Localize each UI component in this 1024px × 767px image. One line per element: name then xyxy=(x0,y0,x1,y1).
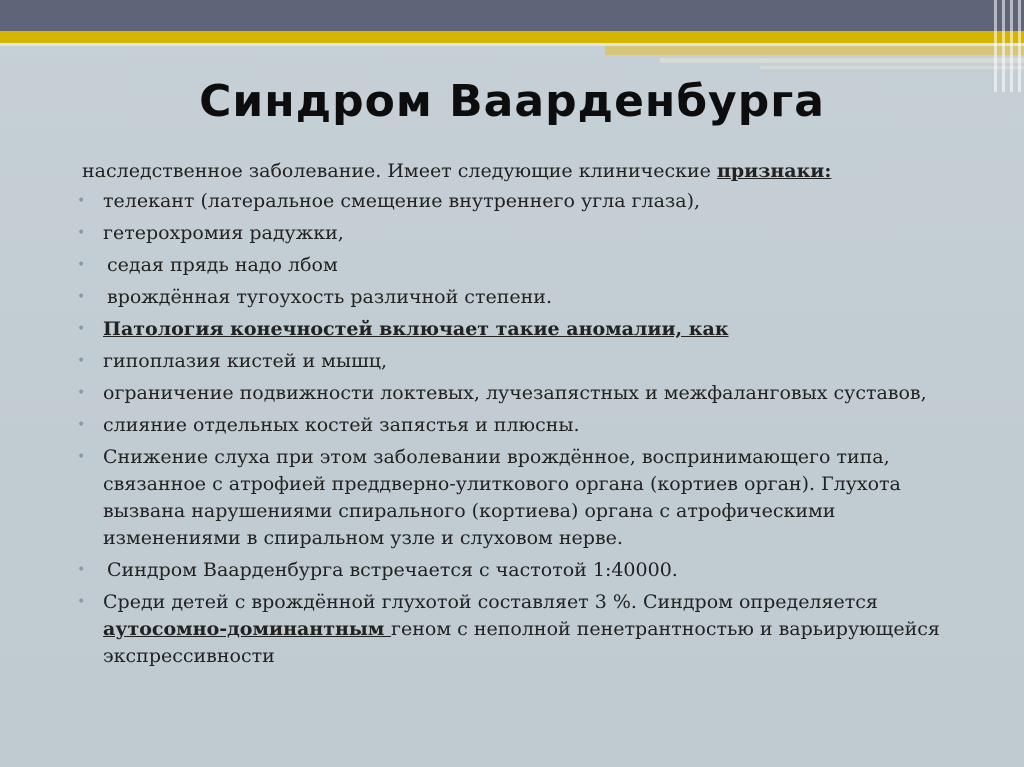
list-item-emphasis: аутосомно-доминантным xyxy=(103,618,392,640)
bullet-list xyxy=(74,188,954,670)
list-item xyxy=(74,220,954,247)
intro-emphasis: признаки: xyxy=(716,160,832,182)
bullet-icon: • xyxy=(77,385,86,401)
slide-body xyxy=(74,158,954,675)
bullet-icon: • xyxy=(77,257,86,273)
list-item-text: слияние отдельных костей запястья и плюсны. xyxy=(103,414,580,436)
list-item xyxy=(74,284,954,311)
bullet-icon: • xyxy=(77,193,86,209)
bullet-icon: • xyxy=(77,289,86,305)
list-item xyxy=(74,188,954,215)
list-item-text-before: Среди детей с врождённой глухотой составляет 3 %. Синдром определяется xyxy=(103,591,878,613)
list-item xyxy=(74,380,954,407)
bullet-icon: • xyxy=(77,353,86,369)
list-item-text: Снижение слуха при этом заболевании врождённое, воспринимающего типа, связанное с атрофией преддверно-улиткового органа (кортиев орган). Глухота вызвана нарушениями спирального (кортиева) органа с атрофическими изменениями в спиральном узле и слуховом нерве. xyxy=(103,446,901,549)
bullet-icon: • xyxy=(77,594,86,610)
intro-text-main: наследственное заболевание. Имеет следующие клинические xyxy=(82,160,717,182)
bullet-icon: • xyxy=(77,321,86,337)
list-item xyxy=(74,557,954,584)
list-item xyxy=(74,316,954,343)
slide-title: Синдром Ваарденбурга xyxy=(199,76,825,127)
list-item-heading: Патология конечностей включает такие аномалии, как xyxy=(103,318,729,340)
list-item xyxy=(74,444,954,552)
list-item xyxy=(74,252,954,279)
intro-text xyxy=(74,158,954,185)
list-item xyxy=(74,412,954,439)
list-item xyxy=(74,589,954,670)
header-accent-line xyxy=(660,58,1024,63)
list-item-text: седая прядь надо лбом xyxy=(107,254,338,276)
bullet-icon: • xyxy=(77,225,86,241)
list-item-text: гипоплазия кистей и мышц, xyxy=(103,350,387,372)
bullet-icon: • xyxy=(77,562,86,578)
header-accent-gold xyxy=(605,46,1024,55)
bullet-icon: • xyxy=(77,449,86,465)
list-item-text: ограничение подвижности локтевых, лучезапястных и межфаланговых суставов, xyxy=(103,382,927,404)
list-item-text-after: геном с неполной пенетрантностью и варьирующейся экспрессивности xyxy=(103,618,940,667)
list-item-text: гетерохромия радужки, xyxy=(103,222,344,244)
header-band-dark xyxy=(0,0,1024,31)
list-item-text: Синдром Ваарденбурга встречается с частотой 1:40000. xyxy=(107,559,678,581)
bullet-icon: • xyxy=(77,417,86,433)
header-accent-line-small xyxy=(760,66,1024,69)
header-band-gold xyxy=(0,31,1024,43)
list-item-text: врождённая тугоухость различной степени. xyxy=(107,286,552,308)
list-item xyxy=(74,348,954,375)
list-item-text: телекант (латеральное смещение внутреннего угла глаза), xyxy=(103,190,701,212)
